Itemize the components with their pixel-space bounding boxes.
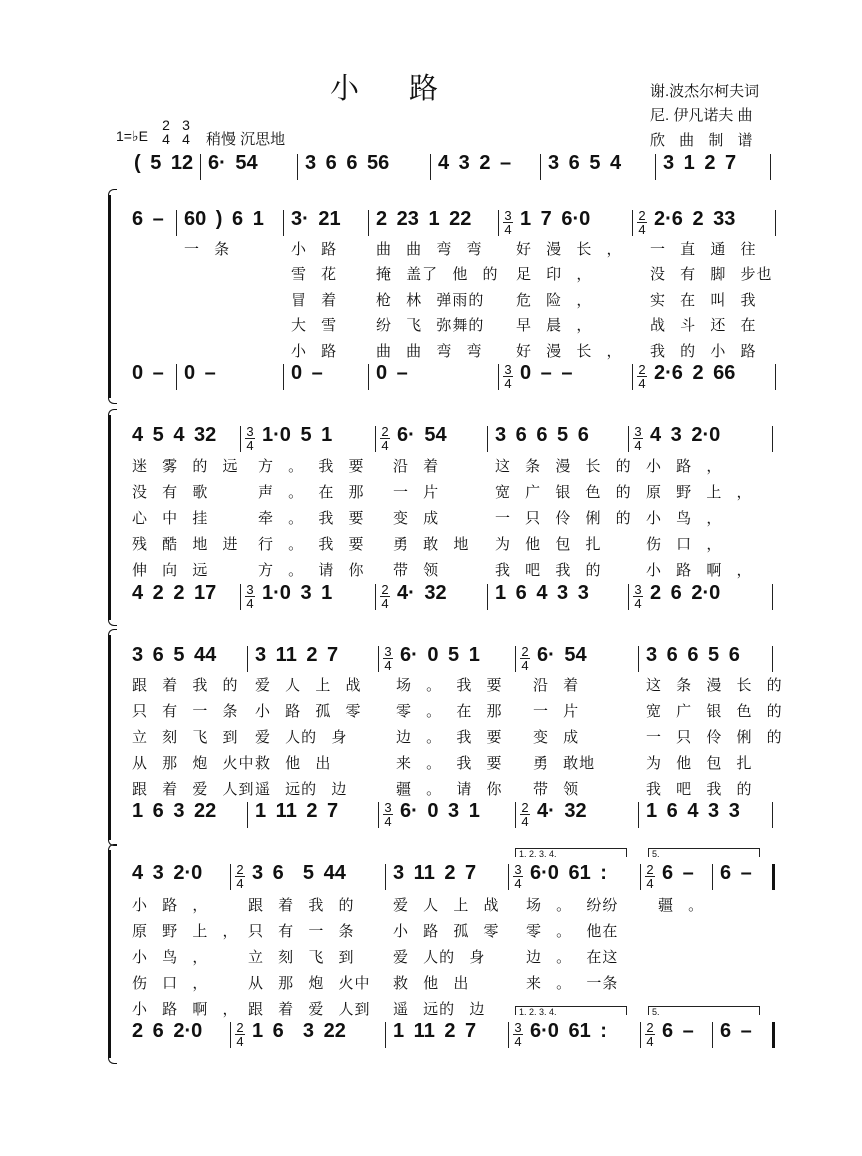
barline	[283, 210, 284, 236]
ts-num: 3	[634, 424, 642, 439]
lyric-verse-1: 跟 着 我 的	[132, 677, 239, 694]
lyric-verse-3: 边 。 我 要	[396, 729, 503, 746]
barline	[712, 864, 713, 890]
lyric-verse-2: 一 片	[533, 703, 580, 720]
lyric-verse-2: 一 片	[393, 484, 440, 501]
lyric-verse-5: 我 的 小 路	[650, 343, 757, 360]
lyric-verse-5: 遥 远的 边	[255, 781, 348, 798]
barline	[176, 364, 177, 390]
barline	[385, 864, 386, 890]
ts-num: 2	[646, 862, 654, 877]
measure-notes: 2·6 2 66	[654, 362, 736, 384]
time-signature	[235, 863, 245, 890]
time-signature	[380, 583, 390, 610]
barline	[487, 426, 488, 452]
ts-den: 4	[384, 658, 392, 673]
measure-notes: 6·0 61 :	[530, 862, 607, 884]
barline	[378, 646, 379, 672]
barline	[247, 646, 248, 672]
barline	[632, 210, 633, 236]
barline	[297, 154, 298, 180]
lyric-verse-2: 小 路 孤 零	[393, 923, 500, 940]
lyric-verse-2: 没 有 歌	[132, 484, 209, 501]
measure-notes: 3 6 6 5 6	[646, 644, 740, 666]
measure-notes: 6 –	[720, 862, 752, 884]
measure-notes: 6· 0 5 1	[400, 644, 480, 666]
barline	[375, 426, 376, 452]
measure-notes: 60 ) 6 1	[184, 208, 264, 230]
time-signature	[637, 209, 647, 236]
volta-second-ending	[648, 1006, 760, 1015]
time-signature	[633, 425, 643, 452]
time-signature	[513, 863, 523, 890]
measure-notes: 6 –	[662, 1020, 694, 1042]
measure-notes: 0 –	[132, 362, 164, 384]
barline	[772, 802, 773, 828]
barline	[508, 864, 509, 890]
ts-den: 4	[504, 222, 512, 237]
measure-notes: 2 6 2·0	[650, 582, 721, 604]
barline	[772, 584, 773, 610]
measure-notes: 1·0 3 1	[262, 582, 333, 604]
lyric-verse-4: 救 他 出	[255, 755, 332, 772]
time-signature	[383, 645, 393, 672]
lyric-verse-4: 为 他 包 扎	[646, 755, 753, 772]
lyric-verse-4: 来 。 我 要	[396, 755, 503, 772]
measure-notes: 6· 54	[397, 424, 447, 446]
lyric-verse-1: 小 路	[291, 241, 338, 258]
ts-num: 3	[504, 208, 512, 223]
barline	[712, 1022, 713, 1048]
lyric-verse-3: 立 刻 飞 到	[248, 949, 355, 966]
system-bracket	[108, 195, 117, 398]
measure-notes: 3 11 2 7	[393, 862, 477, 884]
barline	[230, 1022, 231, 1048]
barline	[283, 364, 284, 390]
lyric-verse-4: 勇 敢 地	[393, 536, 470, 553]
lyric-verse-5: 方 。 请 你	[258, 562, 365, 579]
lyric-verse-4: 勇 敢地	[533, 755, 596, 772]
lyric-verse-4: 为 他 包 扎	[495, 536, 602, 553]
ts-num: 2	[162, 117, 170, 133]
lyric-verse-1: 小 路 ，	[132, 897, 209, 914]
time-signature	[380, 425, 390, 452]
lyric-verse-2: 只 有 一 条	[132, 703, 239, 720]
lyric-verse-4: 从 那 炮 火中	[132, 755, 255, 772]
lyric-verse-3: 爱 人的 身	[255, 729, 348, 746]
barline	[430, 154, 431, 180]
measure-notes: 3 11 2 7	[255, 644, 339, 666]
ts-den: 4	[246, 438, 254, 453]
ts-num: 3	[514, 862, 522, 877]
lyric-verse-3: 牵 。 我 要	[258, 510, 365, 527]
lyric-verse-4: 行 。 我 要	[258, 536, 365, 553]
time-signature	[520, 801, 530, 828]
measure-notes: 4· 32	[397, 582, 447, 604]
lyric-verse-4: 早 晨 ，	[516, 317, 593, 334]
barline	[508, 1022, 509, 1048]
lyric-verse-4: 战 斗 还 在	[650, 317, 757, 334]
lyric-verse-1: 场 。 纷纷	[526, 897, 619, 914]
barline	[638, 646, 639, 672]
barline	[772, 1022, 775, 1048]
measure-notes: 0 –	[376, 362, 408, 384]
lyric-verse-5: 曲 曲 弯 弯	[376, 343, 483, 360]
lyric-verse-2: 声 。 在 那	[258, 484, 365, 501]
barline	[655, 154, 656, 180]
ts-den: 4	[638, 376, 646, 391]
lyric-verse-3: 一 只 伶 俐 的	[646, 729, 783, 746]
volta-first-ending	[515, 848, 627, 857]
measure-notes: 3 6 5 44	[132, 644, 217, 666]
barline	[540, 154, 541, 180]
ts-den: 4	[381, 438, 389, 453]
measure-notes: 3 6 6 5 6	[495, 424, 589, 446]
measure-notes: 2 23 1 22	[376, 208, 472, 230]
measure-notes: 6 –	[132, 208, 164, 230]
lyric-verse-4: 大 雪	[291, 317, 338, 334]
ts-num: 3	[634, 582, 642, 597]
volta-second-ending	[648, 848, 760, 857]
lyric-verse-2: 小 路 孤 零	[255, 703, 362, 720]
lyric-verse-1: 曲 曲 弯 弯	[376, 241, 483, 258]
barline	[498, 364, 499, 390]
lyric-verse-3: 爱 人的 身	[393, 949, 486, 966]
lyric-verse-3: 实 在 叫 我	[650, 292, 757, 309]
lyric-verse-3: 危 险 ，	[516, 292, 593, 309]
lyric-verse-2: 足 印 ，	[516, 266, 593, 283]
lyric-verse-1: 爱 人 上 战	[255, 677, 362, 694]
barline	[498, 210, 499, 236]
time-signature	[383, 801, 393, 828]
barline	[487, 584, 488, 610]
measure-notes: 1·0 5 1	[262, 424, 333, 446]
lyric-verse-3: 小 鸟 ，	[646, 510, 723, 527]
measure-notes: 6 –	[720, 1020, 752, 1042]
measure-notes: ( 5 12	[134, 152, 194, 174]
lyric-verse-4: 来 。 一条	[526, 975, 619, 992]
ts-den: 4	[236, 1034, 244, 1049]
lyric-verse-2: 原 野 上 ，	[646, 484, 753, 501]
volta-label: 5.	[652, 849, 660, 859]
lyric-verse-5: 跟 着 爱 人到	[248, 1001, 371, 1018]
lyric-verse-1: 沿 着	[393, 458, 440, 475]
measure-notes: 1 11 2 7	[393, 1020, 477, 1042]
ts-den: 4	[162, 131, 170, 147]
lyric-verse-2: 掩 盖了 他 的	[376, 266, 499, 283]
lyric-verse-3: 一 只 伶 俐 的	[495, 510, 632, 527]
measure-notes: 0 – –	[520, 362, 573, 384]
measure-notes: 3 6 5 4	[548, 152, 622, 174]
barline	[368, 364, 369, 390]
ts-num: 2	[646, 1020, 654, 1035]
lyric-verse-3: 变 成	[533, 729, 580, 746]
time-signature	[245, 583, 255, 610]
barline	[378, 802, 379, 828]
measure-notes: 2·6 2 33	[654, 208, 736, 230]
time-signature	[513, 1021, 523, 1048]
time-signature	[645, 1021, 655, 1048]
lyric-verse-5: 带 领	[533, 781, 580, 798]
lyric-verse-2: 只 有 一 条	[248, 923, 355, 940]
barline	[772, 426, 773, 452]
lyric-verse-1: 爱 人 上 战	[393, 897, 500, 914]
lyric-verse-2: 零 。 他在	[526, 923, 619, 940]
lyric-verse-5: 疆 。 请 你	[396, 781, 503, 798]
volta-first-ending	[515, 1006, 627, 1015]
ts-num: 2	[381, 582, 389, 597]
ts-num: 3	[246, 582, 254, 597]
lyric-verse-2: 宽 广 银 色 的	[495, 484, 632, 501]
lyric-verse-4: 残 酷 地 进	[132, 536, 239, 553]
ts-den: 4	[384, 814, 392, 829]
lyric-verse-2: 原 野 上 ，	[132, 923, 239, 940]
volta-label: 5.	[652, 1007, 660, 1017]
volta-label: 1. 2. 3. 4.	[519, 849, 557, 859]
barline	[240, 426, 241, 452]
lyric-verse-4: 救 他 出	[393, 975, 470, 992]
barline	[515, 646, 516, 672]
ts-den: 4	[381, 596, 389, 611]
tempo-marking: 稍慢 沉思地	[206, 131, 286, 148]
system-bracket	[108, 415, 117, 620]
ts-num: 3	[384, 800, 392, 815]
arranger-credit: 欣 曲 制 谱	[650, 132, 753, 149]
lyric-verse-1: 迷 雾 的 远	[132, 458, 239, 475]
lyric-verse-3: 变 成	[393, 510, 440, 527]
ts-num: 3	[182, 117, 190, 133]
lyric-verse-4: 纷 飞 弥舞的	[376, 317, 485, 334]
ts-den: 4	[521, 658, 529, 673]
barline	[632, 364, 633, 390]
time-signature	[235, 1021, 245, 1048]
barline	[770, 154, 771, 180]
ts-num: 3	[384, 644, 392, 659]
time-signature	[520, 645, 530, 672]
lyric-verse-3: 边 。 在这	[526, 949, 619, 966]
barline	[375, 584, 376, 610]
lyric-verse-5: 小 路 啊 ，	[646, 562, 753, 579]
lyric-verse-2: 没 有 脚 步也	[650, 266, 773, 283]
time-signature	[633, 583, 643, 610]
measure-notes: 6· 54	[537, 644, 587, 666]
barline	[638, 802, 639, 828]
time-signature-3-4	[180, 118, 192, 146]
measure-notes: 3· 21	[291, 208, 341, 230]
barline	[772, 646, 773, 672]
lyric-verse-5: 我 吧 我 的	[495, 562, 602, 579]
ts-den: 4	[246, 596, 254, 611]
measure-notes: 1 11 2 7	[255, 800, 339, 822]
ts-den: 4	[521, 814, 529, 829]
ts-den: 4	[514, 1034, 522, 1049]
lyric-verse-5: 小 路	[291, 343, 338, 360]
lyric-verse-1: 场 。 我 要	[396, 677, 503, 694]
lyric-verse-1: 这 条 漫 长 的	[495, 458, 632, 475]
measure-notes: 6· 54	[208, 152, 258, 174]
measure-notes: 4 2 2 17	[132, 582, 217, 604]
lyric-verse-3: 冒 着	[291, 292, 338, 309]
ts-num: 2	[381, 424, 389, 439]
ts-den: 4	[504, 376, 512, 391]
barline	[515, 802, 516, 828]
barline	[200, 154, 201, 180]
time-signature	[637, 363, 647, 390]
ts-den: 4	[182, 131, 190, 147]
barline	[385, 1022, 386, 1048]
time-signature	[645, 863, 655, 890]
lyricist-credit: 谢.波杰尔柯夫词	[650, 83, 760, 100]
song-title: 小路	[330, 73, 489, 105]
lyric-verse-1: 一 条	[184, 241, 231, 258]
lyric-verse-1: 疆 。	[658, 897, 705, 914]
barline	[230, 864, 231, 890]
measure-notes: 1 6 3 22	[252, 1020, 346, 1042]
lyric-verse-5: 好 漫 长 ，	[516, 343, 623, 360]
composer-credit: 尼. 伊凡诺夫 曲	[650, 107, 753, 124]
barline	[240, 584, 241, 610]
barline	[640, 864, 641, 890]
barline	[628, 584, 629, 610]
ts-num: 2	[638, 362, 646, 377]
barline	[628, 426, 629, 452]
lyric-verse-1: 这 条 漫 长 的	[646, 677, 783, 694]
lyric-verse-4: 伤 口 ，	[132, 975, 209, 992]
measure-notes: 4 3 2·0	[132, 862, 203, 884]
lyric-verse-5: 小 路 啊 ，	[132, 1001, 239, 1018]
barline	[640, 1022, 641, 1048]
ts-den: 4	[638, 222, 646, 237]
lyric-verse-5: 伸 向 远	[132, 562, 209, 579]
ts-num: 2	[236, 862, 244, 877]
measure-notes: 3 1 2 7	[663, 152, 737, 174]
time-signature	[503, 363, 513, 390]
time-signature	[245, 425, 255, 452]
time-signature	[503, 209, 513, 236]
measure-notes: 6· 0 3 1	[400, 800, 480, 822]
key-signature: 1=♭E	[116, 128, 148, 144]
ts-num: 2	[638, 208, 646, 223]
lyric-verse-2: 雪 花	[291, 266, 338, 283]
barline	[368, 210, 369, 236]
measure-notes: 1 6 3 22	[132, 800, 217, 822]
ts-den: 4	[646, 876, 654, 891]
barline	[176, 210, 177, 236]
ts-num: 2	[521, 800, 529, 815]
measure-notes: 4· 32	[537, 800, 587, 822]
measure-notes: 4 3 2·0	[650, 424, 721, 446]
lyric-verse-1: 跟 着 我 的	[248, 897, 355, 914]
lyric-verse-4: 从 那 炮 火中	[248, 975, 371, 992]
barline	[775, 364, 776, 390]
measure-notes: 1 6 4 3 3	[646, 800, 740, 822]
volta-label: 1. 2. 3. 4.	[519, 1007, 557, 1017]
lyric-verse-1: 沿 着	[533, 677, 580, 694]
measure-notes: 0 –	[291, 362, 323, 384]
ts-num: 2	[521, 644, 529, 659]
measure-notes: 1 7 6·0	[520, 208, 591, 230]
barline	[247, 802, 248, 828]
measure-notes: 4 5 4 32	[132, 424, 217, 446]
measure-notes: 6 –	[662, 862, 694, 884]
ts-den: 4	[634, 596, 642, 611]
ts-num: 3	[504, 362, 512, 377]
lyric-verse-5: 遥 远的 边	[393, 1001, 486, 1018]
ts-den: 4	[514, 876, 522, 891]
lyric-verse-4: 伤 口 ，	[646, 536, 723, 553]
measure-notes: 2 6 2·0	[132, 1020, 203, 1042]
lyric-verse-3: 小 鸟 ，	[132, 949, 209, 966]
ts-num: 3	[514, 1020, 522, 1035]
ts-den: 4	[634, 438, 642, 453]
lyric-verse-3: 心 中 挂	[132, 510, 209, 527]
measure-notes: 1 6 4 3 3	[495, 582, 589, 604]
lyric-verse-1: 好 漫 长 ，	[516, 241, 623, 258]
lyric-verse-3: 立 刻 飞 到	[132, 729, 239, 746]
time-signature-2-4	[160, 118, 172, 146]
system-bracket	[108, 850, 117, 1058]
lyric-verse-5: 我 吧 我 的	[646, 781, 753, 798]
ts-num: 3	[246, 424, 254, 439]
measure-notes: 0 –	[184, 362, 216, 384]
ts-den: 4	[646, 1034, 654, 1049]
lyric-verse-2: 零 。 在 那	[396, 703, 503, 720]
barline	[772, 864, 775, 890]
measure-notes: 6·0 61 :	[530, 1020, 607, 1042]
ts-den: 4	[236, 876, 244, 891]
barline	[775, 210, 776, 236]
lyric-verse-5: 带 领	[393, 562, 440, 579]
ts-num: 2	[236, 1020, 244, 1035]
lyric-verse-3: 枪 林 弹雨的	[376, 292, 485, 309]
measure-notes: 3 6 6 56	[305, 152, 390, 174]
system-bracket	[108, 635, 117, 840]
lyric-verse-1: 小 路 ，	[646, 458, 723, 475]
measure-notes: 3 6 5 44	[252, 862, 346, 884]
lyric-verse-5: 跟 着 爱 人到	[132, 781, 255, 798]
lyric-verse-2: 宽 广 银 色 的	[646, 703, 783, 720]
lyric-verse-1: 一 直 通 往	[650, 241, 757, 258]
measure-notes: 4 3 2 –	[438, 152, 512, 174]
lyric-verse-1: 方 。 我 要	[258, 458, 365, 475]
